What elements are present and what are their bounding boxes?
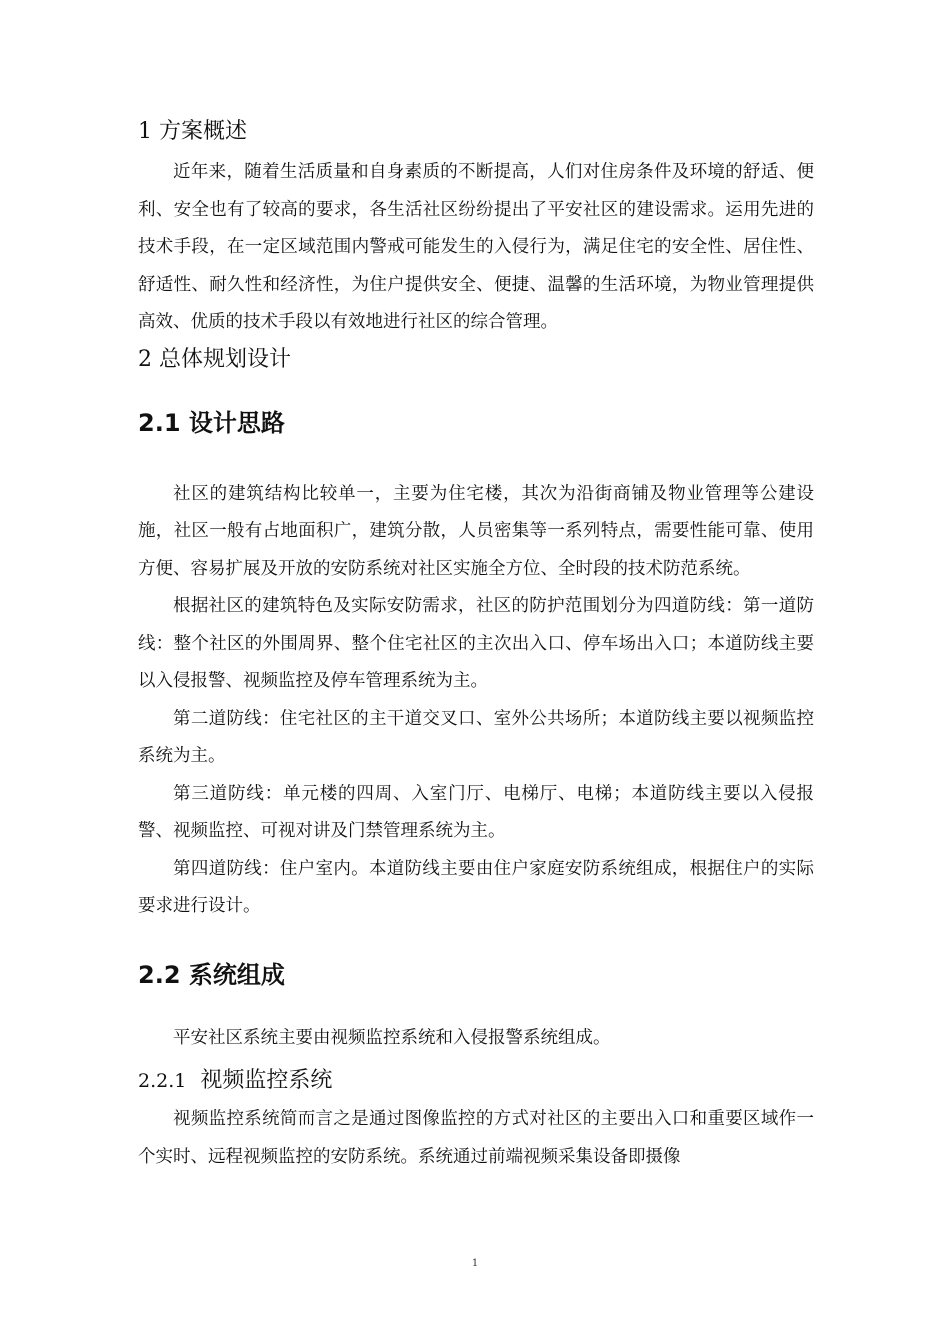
section-2-2-title: 2.2 系统组成 (138, 960, 285, 989)
section-2-1-paragraph-1: 社区的建筑结构比较单一，主要为住宅楼，其次为沿街商铺及物业管理等公建设施，社区一般有占地面积广，建筑分散，人员密集等一系列特点，需要性能可靠、使用方便、容易扩展及开放的安防系统对社区实施全方位、全时段的技术防范系统。 (138, 483, 814, 579)
section-2-1-title: 2.1 设计思路 (138, 408, 285, 437)
section-2-1-paragraph-3: 第二道防线：住宅社区的主干道交叉口、室外公共场所；本道防线主要以视频监控系统为主。 (138, 708, 814, 766)
section-2-2-1-title: 视频监控系统 (200, 1068, 333, 1093)
section-2-2-1-heading (138, 1065, 814, 1097)
section-2-1-paragraph-5: 第四道防线：住户室内。本道防线主要由住户家庭安防系统组成，根据住户的实际要求进行设计。 (138, 858, 814, 916)
section-1-paragraph: 近年来，随着生活质量和自身素质的不断提高，人们对住房条件及环境的舒适、便利、安全也有了较高的要求，各生活社区纷纷提出了平安社区的建设需求。运用先进的技术手段，在一定区域范围内警戒可能发生的入侵行为，满足住宅的安全性、居住性、舒适性、耐久性和经济性，为住户提供安全、便捷、温馨的生活环境，为物业管理提供高效、优质的技术手段以有效地进行社区的综合管理。 (138, 162, 814, 332)
section-2-1-paragraph-2: 根据社区的建筑特色及实际安防需求，社区的防护范围划分为四道防线：第一道防线：整个社区的外围周界、整个住宅社区的主次出入口、停车场出入口；本道防线主要以入侵报警、视频监控及停车管理系统为主。 (138, 596, 814, 691)
section-2-1-paragraph-4: 第三道防线：单元楼的四周、入室门厅、电梯厅、电梯；本道防线主要以入侵报警、视频监控、可视对讲及门禁管理系统为主。 (138, 783, 814, 841)
page-content (138, 116, 814, 1176)
section-2-2-1-paragraph: 视频监控系统简而言之是通过图像监控的方式对社区的主要出入口和重要区域作一个实时、远程视频监控的安防系统。系统通过前端视频采集设备即摄像 (138, 1109, 814, 1167)
page-number: 1 (471, 1258, 479, 1269)
section-2-title: 2 总体规划设计 (138, 346, 291, 372)
section-2-2-1-number: 2.2.1 (138, 1070, 187, 1092)
section-1-title: 1 方案概述 (138, 119, 247, 144)
section-2-2-paragraph: 平安社区系统主要由视频监控系统和入侵报警系统组成。 (173, 1027, 611, 1048)
